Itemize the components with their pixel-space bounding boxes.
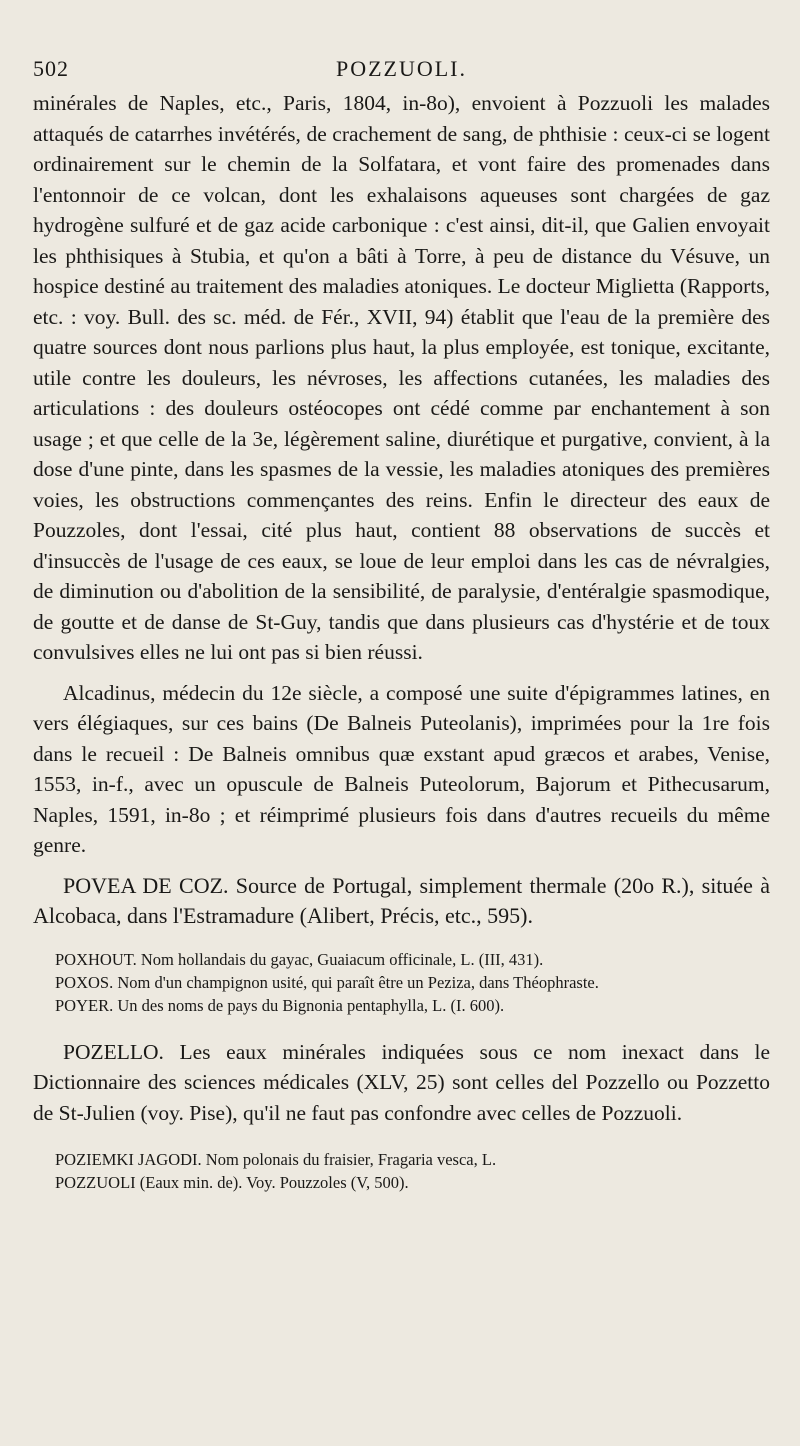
page-header: [33, 52, 770, 88]
entry-poziemki-jagodi: POZIEMKI JAGODI. Nom polonais du fraisier, Fragaria vesca, L.: [55, 1150, 497, 1169]
page-number: 502: [33, 56, 69, 81]
entry-pozello: POZELLO. Les eaux minérales indiquées sous ce nom inexact dans le Dictionnaire des sciences médicales (XLV, 25) sont celles del Pozzello ou Pozzetto de St-Julien (voy. Pise), qu'il ne faut pas confondre avec celles de Pozzuoli.: [33, 1039, 770, 1125]
entry-poyer: POYER. Un des noms de pays du Bignonia pentaphylla, L. (I. 600).: [55, 995, 505, 1015]
paragraph-alcadinus: Alcadinus, médecin du 12e siècle, a composé une suite d'épigrammes latines, en vers élégiaques, sur ces bains (De Balneis Puteolanis), imprimées pour la 1re fois dans le recueil : De Balneis omnibus quæ exstant apud græcos et arabes, Venise, 1553, in-f., avec un opuscule de Balneis Puteolorum, Bajorum et Pithecusarum, Naples, 1591, in-8o ; et réimprimé plusieurs fois dans d'autres recueils du même genre.: [33, 680, 770, 857]
entry-poxhout: POXHOUT. Nom hollandais du gayac, Guaiacum officinale, L. (III, 431).: [55, 949, 544, 969]
paragraph-pozzuoli-continued: minérales de Naples, etc., Paris, 1804, in-8o), envoient à Pozzuoli les malades attaqués de catarrhes invétérés, de crachement de sang, de phthisie : ceux-ci se logent ordinairement sur le chemin de la Solfatara, et vont faire des promenades dans l'entonnoir de ce volcan, dont les exhalaisons aqueuses sont chargées de gaz hydrogène sulfuré et de gaz acide carbonique : c'est ainsi, dit-il, que Galien envoyait les phthisiques à Stubia, et qu'on a bâti à Torre, à peu de distance du Vésuve, un hospice destiné au traitement des maladies atoniques. Le docteur Miglietta (Rapports, etc. : voy. Bull. des sc. méd. de Fér., XVII, 94) établit que l'eau de la première des quatre sources dont nous parlions plus haut, la plus employée, est tonique, excitante, utile contre les douleurs, les névroses, les affections cutanées, les maladies des articulations : des douleurs ostéocopes ont cédé comme par enchantement à son usage ; et que celle de la 3e, légèrement saline, diurétique et purgative, convient, à la dose d'une pinte, dans les spasmes de la vessie, les maladies atoniques des premières voies, les obstructions commençantes des reins. Enfin le directeur des eaux de Pouzzoles, dont l'essai, cité plus haut, contient 88 observations de succès et d'insuccès de l'usage de ces eaux, se loue de leur emploi dans les cas de névralgies, de diminution ou d'abolition de la sensibilité, de paralysie, d'entéralgie spasmodique, de goutte et de danse de St-Guy, tandis que dans plusieurs cas d'hystérie et de toux convulsives elles ne lui ont pas si bien réussi.: [33, 91, 770, 664]
entry-poxos: POXOS. Nom d'un champignon usité, qui paraît être un Peziza, dans Théophraste.: [55, 972, 599, 992]
entry-pozzuoli-cross-ref: POZZUOLI (Eaux min. de). Voy. Pouzzoles (V, 500).: [55, 1173, 409, 1192]
entry-povea-de-coz: POVEA DE COZ. Source de Portugal, simplement thermale (20o R.), située à Alcobaca, dans l'Estramadure (Alibert, Précis, etc., 595).: [33, 872, 770, 928]
running-title: POZZUOLI.: [335, 56, 468, 81]
